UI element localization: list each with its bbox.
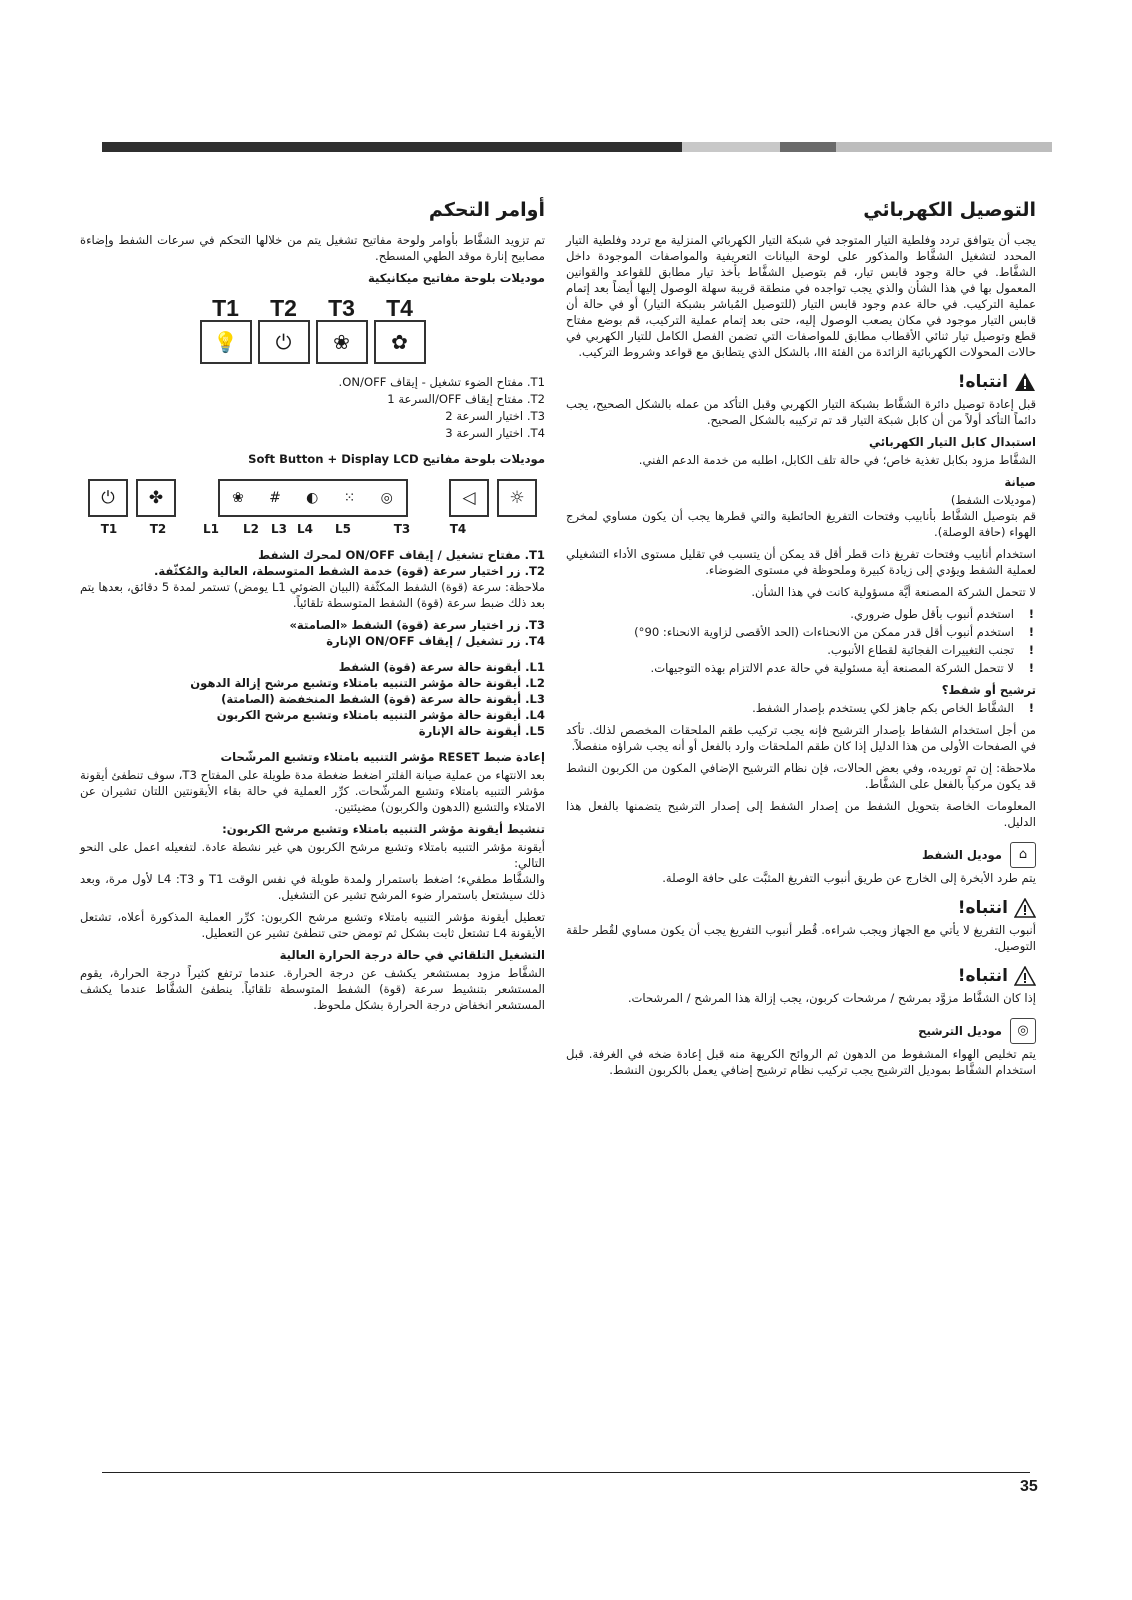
list-item: ! تجنب التغييرات الفجائية لقطاع الأنبوب.: [566, 642, 1036, 658]
legend-item: T4. اختيار السرعة 3: [445, 426, 545, 440]
warning-outline-icon: [1014, 898, 1036, 918]
power-icon: ⏻: [88, 479, 128, 517]
mechanical-keyboard-title: موديلات بلوحة مفاتيح ميكانيكية: [368, 271, 545, 285]
carbon-filter-icon: ⁙: [343, 490, 356, 506]
lcd-captions: [88, 521, 537, 537]
top-bar-segment-mid: [780, 142, 836, 152]
indicator-legend: [80, 659, 545, 739]
top-bar-segment-dark: [102, 142, 682, 152]
controls-intro: تم تزويد الشفَّاط بأوامر ولوحة مفاتيح تشغيل يتم من خلالها التحكم في سرعات الشفط وإضاءة مصابيح إنارة موقد الطهي المسطح.: [80, 233, 545, 263]
auto-start-text: الشفَّاط مزود بمستشعر يكشف عن درجة الحرارة. عندما ترتفع كثيراً درجة الحرارة، يقوم المستشعر بتنشيط سرعة (قوة) الشفط المتوسطة تلقائياً. ينطفئ الشفَّاط عندما يكشف المستشعر انخفاض درجة الحرارة بشكل ملحوظ.: [80, 966, 545, 1012]
top-color-bar: [102, 142, 1052, 152]
auto-start-title: التشغيل التلقائي في حالة درجة الحرارة العالية: [279, 948, 545, 962]
filter-model-text: يتم تخليص الهواء المشفوط من الدهون ثم الروائح الكريهة منه قبل إعادة ضخه في الغرفة. قبل استخدام الشفَّاط بموديل الترشيح يجب تركيب نظام ترشيح إضافي يعمل بالكربون النشط.: [566, 1047, 1036, 1077]
caption-t4: T4: [449, 522, 467, 536]
warning-heading-3: انتباه!: [566, 966, 1036, 986]
note-intensive-speed: ملاحظة: سرعة (قوة) الشفط المكثّفة (البيان الضوئي L1 يومض) تستمر لمدة 5 دقائق، بعدها يتم بعد ذلك ضبط سرعة (قوة) الشفط المتوسطة تلقائياً.: [80, 580, 545, 610]
caption-t3: T3: [393, 522, 411, 536]
fan-speed-3-icon: ✿: [374, 320, 426, 364]
button-t3: T3 ❀: [316, 300, 368, 364]
button-t2: T2 ⏻: [258, 300, 310, 364]
caption-l5: L5: [335, 522, 351, 536]
legend-item: T1. مفتاح الضوء تشغيل - إيقاف ON/OFF.: [338, 375, 545, 389]
warning-text-3: إذا كان الشفَّاط مزوَّد بمرشح / مرشحات كربون، يجب إزالة هذا المرشح / المرشحات.: [627, 991, 1036, 1005]
filter-text: من أجل استخدام الشفاط بإصدار الترشيح فإنه يجب تركيب طقم الملحقات المخصص لذلك. تأكد في الصفحات الأولى من هذا الدليل إذا كان طقم الملحقات وارد بالفعل أو أنه يجب شراؤه منفصلاً.: [566, 723, 1036, 753]
caption-t2: T2: [149, 522, 167, 536]
top-bar-segment-light2: [836, 142, 1052, 152]
caption-l2: L2: [243, 522, 259, 536]
mechanical-buttons-legend: [80, 374, 545, 441]
caption-l4: L4: [297, 522, 313, 536]
top-bar-segment-light: [682, 142, 780, 152]
caption-l3: L3: [271, 522, 287, 536]
cable-replacement-text: الشفَّاط مزود بكابل تغذية خاص؛ في حالة تلف الكابل، اطلبه من خدمة الدعم الفني.: [638, 453, 1036, 467]
bulb-icon: 💡: [200, 320, 252, 364]
reset-text: بعد الانتهاء من عملية صيانة الفلتر اضغط ضغطة مدة طويلة على المفتاح T3، سوف تنطفئ أيقونة مؤشر التنبيه بامتلاء وتشبع المرشّحات. كرِّر العملية في حالة بقاء الأيقونتين اللتان تشيران عن الامتلاء والتشبع (الدهون والكربون) مضيئتين.: [80, 768, 545, 814]
fan-icon: ✤: [136, 479, 176, 517]
warning-outline-icon: [1014, 966, 1036, 986]
suction-model-icon: ⌂: [1010, 842, 1036, 868]
power-icon: ⏻: [258, 320, 310, 364]
activation-title: تنشيط أيقونة مؤشر التنبيه بامتلاء وتشبع مرشح الكربون:: [222, 822, 545, 836]
controls-column: [80, 198, 545, 1019]
soft-buttons-legend: [80, 547, 545, 579]
filter-note: ملاحظة: إن تم توريده، وفي بعض الحالات، فإن نظام الترشيح الإضافي المكون من الكربون النشط قد يكون مركباً بالفعل على الشفَّاط.: [566, 761, 1036, 791]
legend-item: T1. مفتاح تشغيل / إيقاف ON/OFF لمحرك الشفط: [258, 548, 545, 562]
legend-item: L5. أيقونة حالة الإنارة: [418, 724, 545, 738]
electrical-connection-text: يجب أن يتوافق تردد وفلطية التيار المتوجد في شبكة التيار الكهربائي المنزلية مع تردد وفلطية التيار المحدد لتشغيل الشفَّاط والمذكور على لوحة البيانات التعريفية والمواصفات الموجودة داخل الشفَّاط. في حالة وجود قابس تيار، قم بتوصيل الشفَّاط بأخذ تيار مطابق للقواعد والقوانين المعمول بها في هذا الشأن والذي يجب تواجده في منطقة قريبة سهلة الوصول إليها أيضاً بعد إتمام عملية التركيب. في حالة عدم وجود قابس التيار (للتوصيل المُباشر بشبكة التيار) أو في حالة أن قابس التيار موجود في مكان يصعب الوصول إليه، حتى بعد إتمام عملية التركيب، قم بوضع مفتاح قطع وتوصيل تيار ثنائي الأقطاب مطابق للمواصفات التي تضمن الفصل الكامل للتيار الكهربي في حالات المحولات الكهربائية الزائدة من الفئة III، بالشكل الذي يتطابق مع قواعد وشروط التركيب.: [566, 233, 1036, 359]
bulb-icon: ☼: [497, 479, 537, 517]
lcd-left-buttons: [88, 479, 176, 517]
filter-model-heading: ◎ موديل الترشيح: [566, 1018, 1036, 1044]
legend-item: T2. مفتاح إيقاف OFF/السرعة 1: [387, 392, 545, 406]
button-t1: T1 💡: [200, 300, 252, 364]
t3-t4-legend: [80, 617, 545, 649]
pipe-guidelines-list: [566, 606, 1036, 676]
warning-heading-1: انتباه!: [566, 372, 1036, 392]
maintenance-title: صيانة: [1004, 475, 1036, 489]
maintenance-text: قم بتوصيل الشفَّاط بأنابيب وفتحات التفريغ الحائطية والتي قطرها يجب أن يكون مساوي لمخرج الهواء (حافة الوصلة).: [566, 509, 1036, 539]
legend-item: L1. أيقونة حالة سرعة (قوة) الشفط: [338, 660, 545, 674]
page-number: 35: [1020, 1478, 1038, 1495]
legend-item: L3. أيقونة حالة سرعة (قوة) الشفط المنخفضة (الصامتة): [221, 692, 545, 706]
maintenance-text-2: استخدام أنابيب وفتحات تفريغ ذات قطر أقل قد يمكن أن يتسبب في تقليل مستوى الأداء التشغيلي لعملية الشفط ويؤدي إلى زيادة كبيرة وملحوظة في مستوى الضوضاء.: [566, 547, 1036, 577]
electrical-connection-column: [566, 198, 1036, 1084]
warning-text-2: أنبوب التفريغ لا يأتي مع الجهاز ويجب شراءه. قُطر أنبوب التفريغ يجب أن يكون مساوي لقُطر حلقة التوصيل.: [566, 923, 1036, 953]
caption-l1: L1: [203, 522, 219, 536]
list-item: ! الشفَّاط الخاص بكم جاهز لكي يستخدم بإصدار الشفط.: [566, 700, 1036, 716]
lcd-display: [218, 479, 408, 517]
electrical-connection-title: التوصيل الكهربائي: [863, 199, 1036, 221]
legend-item: T4. زر تشغيل / إيقاف ON/OFF الإنارة: [326, 634, 545, 648]
maintenance-subtitle: (موديلات الشفط): [950, 493, 1036, 507]
cable-replacement-title: استبدال كابل التيار الكهربائي: [868, 435, 1036, 449]
list-item: ! استخدم أنبوب أقل قدر ممكن من الانحناءات (الحد الأقصى لزاوية الانحناء: 90°): [566, 624, 1036, 640]
lcd-right-buttons: [449, 479, 537, 517]
maintenance-text-3: لا تتحمل الشركة المصنعة أيَّة مسؤولية كانت في هذا الشأن.: [751, 585, 1036, 599]
warning-heading-2: انتباه!: [566, 898, 1036, 918]
soft-button-title: موديلات بلوحة مفاتيح Soft Button + Display LCD: [248, 452, 545, 466]
light-indicator-icon: ◎: [380, 490, 393, 506]
filter-model-icon: ◎: [1010, 1018, 1036, 1044]
reset-title: إعادة ضبط RESET مؤشر التنبيه بامتلاء وتشبع المرشّحات: [220, 750, 545, 764]
legend-item: L4. أيقونة حالة مؤشر التنبيه بامتلاء وتشبع مرشح الكربون: [216, 708, 545, 722]
activation-text: أيقونة مؤشر التنبيه بامتلاء وتشبع مرشح الكربون هي غير نشطة عادة. لتفعيله اعمل على النحو التالي:: [80, 840, 545, 870]
legend-item: T2. زر اختيار سرعة (قوة) خدمة الشفط المتوسطة، العالية والمُكثّفة.: [153, 564, 545, 578]
footer-divider: [102, 1472, 1030, 1473]
silent-icon: ◐: [306, 490, 319, 506]
list-item: ! لا تتحمل الشركة المصنعة أية مسئولية في حالة عدم الالتزام بهذه التوجيهات.: [566, 660, 1036, 676]
list-item: ! استخدم أنبوب بأقل طول ضروري.: [566, 606, 1036, 622]
fan-speed-icon: ❀: [232, 490, 244, 506]
suction-model-text: يتم طرد الأبخرة إلى الخارج عن طريق أنبوب التفريغ المثبَّت على حافة الوصلة.: [662, 871, 1036, 885]
warning-icon: [1014, 372, 1036, 392]
filter-text-2: المعلومات الخاصة بتحويل الشفط من إصدار الشفط إلى إصدار الترشيح يتضمنها بالفعل هذا الدليل.: [566, 799, 1036, 829]
mechanical-buttons-diagram: [80, 295, 545, 364]
silent-speed-icon: ◁: [449, 479, 489, 517]
suction-model-heading: ⌂ موديل الشفط: [566, 842, 1036, 868]
grease-filter-icon: #: [269, 490, 281, 506]
lcd-panel-diagram: [88, 479, 537, 517]
warning-text-1: قبل إعادة توصيل دائرة الشفَّاط بشبكة التيار الكهربي وقبل التأكد من عمله بالشكل الصحيح، يجب دائماً التأكد أولاً من أن كابل شبكة التيار قد تم تركيبه بالشكل الصحيح.: [566, 397, 1036, 427]
button-t4: T4 ✿: [374, 300, 426, 364]
filter-list: [566, 700, 1036, 716]
legend-item: T3. اختيار السرعة 2: [445, 409, 545, 423]
legend-item: T3. زر اختيار سرعة (قوة) الشفط «الصامتة»: [289, 618, 545, 632]
filter-or-suction-title: ترشيح أو شفط؟: [941, 683, 1036, 697]
activation-text-2: والشفَّاط مطفيء؛ اضغط باستمرار ولمدة طويلة في نفس الوقت T1 و L4 :T3 لأول مرة، وبعد ذلك سيشتعل باستمرار ضوء المرشح تشير عن التشغيل.: [80, 872, 545, 902]
caption-t1: T1: [100, 522, 118, 536]
deactivation-text: تعطيل أيقونة مؤشر التنبيه بامتلاء وتشبع مرشح الكربون: كرِّر العملية المذكورة أعلاه، تشتعل الأيقونة L4 تشتعل ثابت بشكل ثم تومض حتى تنطفئ تشير عن التعطيل.: [80, 910, 545, 940]
fan-speed-2-icon: ❀: [316, 320, 368, 364]
legend-item: L2. أيقونة حالة مؤشر التنبيه بامتلاء وتشبع مرشح إزالة الدهون: [190, 676, 545, 690]
controls-title: أوامر التحكم: [428, 199, 545, 221]
